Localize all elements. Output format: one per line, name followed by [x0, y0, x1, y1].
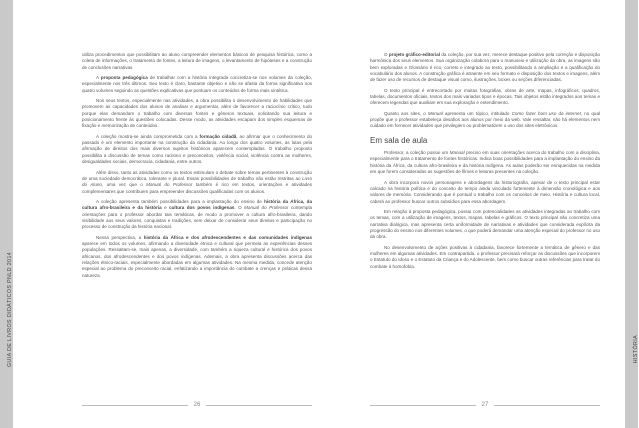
paragraph: Nos seus textos, especialmente nas atividades, a obra possibilita o desenvolvimento de habilidades que promovem as capacidades dos alunos de analisar e argumentar, além de favorecer a raciocínio crítico, tudo porque elas demandam o trabalho com diversas fontes e gêneros textuais, solicitando sua leitura e posicionamento frente às questões colocadas. Desse modo, as atividades escapam dos simples esquemas de fixação e memorização de conteúdos.	[82, 98, 312, 129]
paragraph: A proposta pedagógica de trabalhar com a história integrada concretiza-se nos volumes da coleção, especialmente nos três últimos. Seu texto é claro, bastante objetivo e não se afasta da forma significativa nos quatro volumes seguindo as questões explicativas que pontuam os conteúdos de forma mais sintética.	[82, 75, 312, 93]
footer-rule	[206, 405, 312, 406]
paragraph: Professor, a coleção possui um Manual preciso em suas orientações acerca do trabalho com a disciplina, especialmente para o tratamento de fontes históricas. Indica boas possibilidades para a implantação do ensino da história da África, da cultura afro-brasileira e da história indígena. As aulas poderão ser enriquecidas na medida em que forem consideradas as sugestões de filmes e leituras presentes na coleção.	[370, 150, 600, 175]
paragraph: A coleção apresenta também possibilidades para a implantação do ensino de história da África, da cultura afro-brasileira e da história e cultura dos povos indígenas. O Manual do Professor contempla orientações para o professor abordar tais temáticas, de modo a promover a cultura afro-brasileira, dando visibilidade aos seus valores, conquistas e tradições, sem deixar de considerar seus direitos e participação no processo de construção da história nacional.	[82, 198, 312, 230]
paragraph: Além disso, tanto as atividades como os textos estimulam o debate sobre temas pertinentes à construção de uma sociedade democrática, tolerante e plural. Essas possibilidades de trabalho não estão restritas ao Livro do Aluno, uma vez que o Manual do Professor também é rico em textos, orientações e atividades complementares que contribuem para empreender discussões qualificadas com os alunos.	[82, 169, 313, 194]
paragraph: O projeto gráfico-editorial da coleção, por sua vez, merece destaque positivo pela correção e disposição harmônica dos seus elementos. Sua organização colabora para o manuseio e utilização da obra, as imagens são bem exploradas e Glossário é rico, correto e integrado ao texto, possibilitando a ampliação e a qualificação do vocabulário dos alunos. A construção gráfica é atraente em seu formato e disposição dos textos e imagens, além de fazer uso de recursos de destaque visual como, ilustrações, boxes ou seções diferenciadas.	[370, 52, 601, 83]
section-heading: Em sala de aula	[370, 135, 428, 145]
footer-rule	[494, 405, 600, 406]
right-page-column	[370, 52, 600, 274]
left-page-footer	[82, 401, 312, 409]
right-spine	[625, 0, 638, 428]
paragraph: Em relação à proposta pedagógica, possui com potencialidades as atividades integradas ao trabalho com os temas, com a utilização de imagens, textos, mapas, tabelas e gráficos. O texto principal não concretiza uma narrativa dialógica, mas apresenta certa uniformidade de narrativas e atividades que considerada explícita da progressão do ensino nos diferentes volumes, o que poderá demandar uma atenção especial do professor no uso da obra.	[370, 208, 600, 240]
page-number: 26	[193, 402, 201, 408]
paragraph: A coleção mostra-se ainda comprometida com a formação cidadã, ao afirmar que o conhecimento do passado é um elemento importante na construção da cidadania. Ao longo dos quatro volumes, as lutas pela afirmação de direitos dos mais diversos sujeitos históricos aparecem contempladas. O trabalho proposto possibilita a discussão de temas como racismo e preconceitos, violência social, violência contra as mulheres, desigualdades sociais, democracia, cidadania, entre outros.	[82, 133, 313, 165]
footer-rule	[82, 405, 188, 406]
paragraph: O texto principal é entrecortado por muitas fotografias, obras de arte, mapas, infográficos, quadros, tabelas, documentos oficiais, textos dos mais variados tipos e épocas. Tais objetos estão integrados aos temas e oferecem legendas que auxiliam em sua exploração e entendimento.	[370, 87, 600, 106]
spine-title-left: GUIA DE LIVROS DIDÁTICOS PNLD 2014	[6, 251, 13, 367]
paragraph: A obra incorpora novos personagens e abordagens da historiografia, apesar de o texto principal estar calcado na história política e do conceito de tempo ainda vinculado fortemente à dimensão cronológica e aos valores de memória. Considerando que é pontual o trabalho com os conceitos de meio. História e cultura local, caberá ao professor buscar outros subsídios para essa abordagem.	[370, 179, 600, 204]
page-number: 27	[481, 402, 489, 408]
left-spine	[0, 0, 13, 428]
spine-title-right: HISTÓRIA	[633, 335, 639, 364]
right-page-footer	[370, 401, 600, 409]
footer-rule	[370, 405, 476, 406]
paragraph: No desenvolvimento de ações positivas à cidadania, favorece fortemente a temática de gênero e das mulheres em algumas atividades. Em contrapartida, o professor precisará reforçar as discussões que incorporem o Estatuto do Idoso e o Estatuto da Criança e do Adolescente, bem como buscar outras referências para tratar do combate à homofobia.	[370, 244, 600, 269]
paragraph: Nessa perspectiva, a história da África e dos afrodescendentes e das comunidades indígenas aparece em todos os volumes, afirmando a diversidade étnica e cultural que permeia as experiências desses populações. Ressaltam-se, mais apenas, a diversidade, com também a riqueza cultural e histórica dos povos africanos, dos afrodescendentes e dos povos indígenas. Ademais, a obra apresenta discussões acerca das relações étnico-raciais, especialmente abordadas em algumas atividades. Na mesma medida, concede atenção especial ao problema do preconceito racial, enfatizando a importância do combate a crenças e práticas dessa natureza.	[82, 234, 312, 278]
left-page-column	[82, 52, 312, 283]
paragraph: utiliza procedimentos que possibilitam ao aluno compreender elementos básicos de pesquisa histórica, como a coleta de informações, o tratamento de fontes, a leitura de imagens, o levantamento de hipóteses e a construção de conclusões narrativas.	[82, 52, 312, 70]
paragraph: Quanto aos sites, o Manual apresenta um tópico, intitulado Como fazer bom uso da internet, no qual propõe que o professor estabeleça desafios aos alunos por meio da web. Vale ressaltar, não há elementos nem cuidado em fornecer atividades que privilegiem ou problematizem o uso dos sites eletrônicos.	[370, 110, 600, 129]
